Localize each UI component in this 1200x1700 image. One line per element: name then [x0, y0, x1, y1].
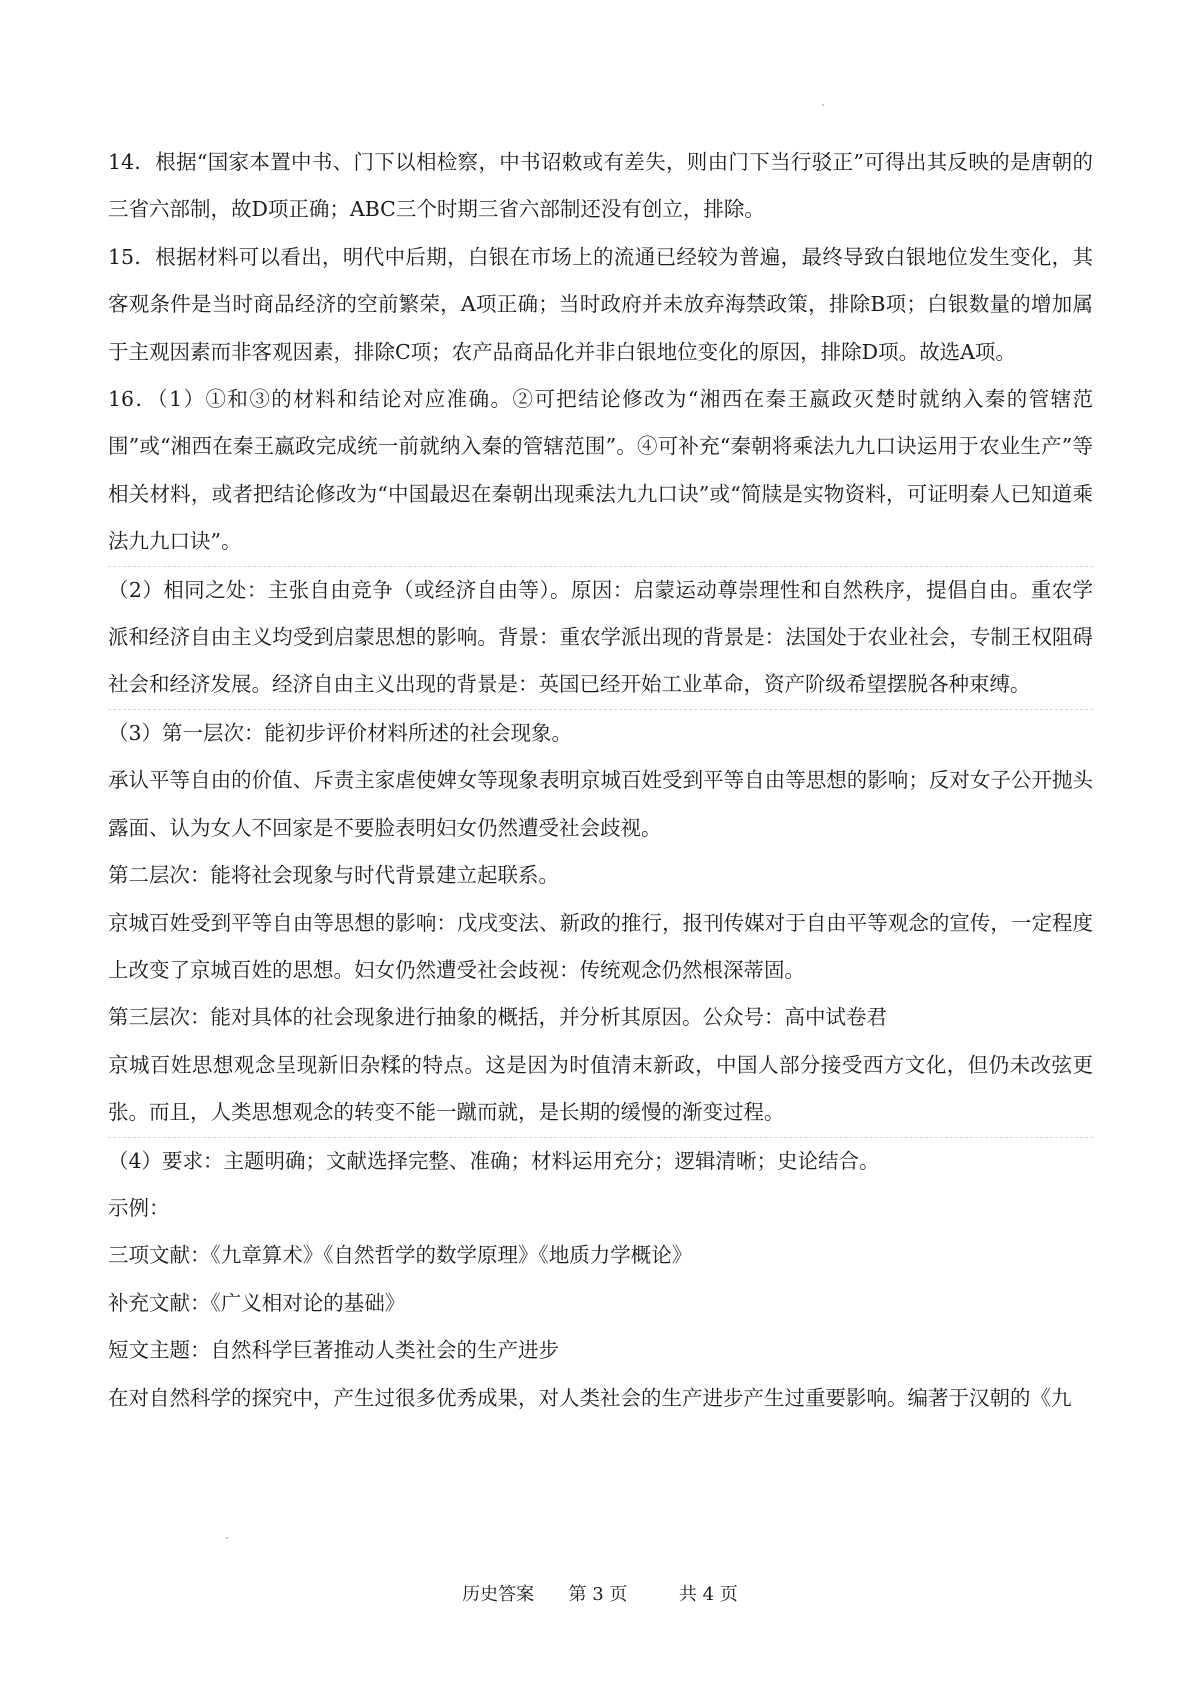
footer-subject: 历史答案: [462, 1584, 535, 1605]
scan-speck: [226, 1537, 228, 1539]
answer-16-part-2: （2）相同之处：主张自由竞争（或经济自由等）。原因：启蒙运动尊崇理性和自然秩序，提倡自由。重农学派和经济自由主义均受到启蒙思想的影响。背景：重农学派出现的背景是：法国处于农业社会，专制王权阻碍社会和经济发展。经济自由主义出现的背景是：英国已经开始工业革命，资产阶级希望摆脱各种束缚。: [108, 577, 1093, 697]
level-1-explanation: 承认平等自由的价值、斥责主家虐使婢女等现象表明京城百姓受到平等自由等思想的影响；反对女子公开抛头露面、认为女人不回家是不要脸表明妇女仍然遭受社会歧视。: [108, 768, 1093, 840]
scan-speck: [822, 104, 824, 106]
level-2-explanation: 京城百姓受到平等自由等思想的影响：戊戌变法、新政的推行，报刊传媒对于自由平等观念的宣传，一定程度上改变了京城百姓的思想。妇女仍然遭受社会歧视：传统观念仍然根深蒂固。: [108, 910, 1093, 982]
essay-body: 在对自然科学的探究中，产生过很多优秀成果，对人类社会的生产进步产生过重要影响。编著于汉朝的《九: [108, 1385, 1072, 1410]
example-heading: 示例：: [108, 1195, 170, 1220]
level-3-explanation: 京城百姓思想观念呈现新旧杂糅的特点。这是因为时值清末新政，中国人部分接受西方文化，但仍未改弦更张。而且，人类思想观念的转变不能一蹴而就，是长期的缓慢的渐变过程。: [108, 1052, 1093, 1125]
answer-14: 14．根据“国家本置中书、门下以相检察，中书诏敕或有差失，则由门下当行驳正”可得出其反映的是唐朝的三省六部制，故D项正确；ABC三个时期三省六部制还没有创立，排除。: [108, 150, 1093, 222]
footer-total-pages: 共 4 页: [678, 1584, 738, 1605]
answer-body: [108, 139, 1093, 1422]
answer-16-part-3-level-3: 第三层次：能对具体的社会现象进行抽象的概括，并分析其原因。公众号：高中试卷君: [108, 1005, 887, 1030]
answer-16-part-3-level-1: （3）第一层次：能初步评价材料所述的社会现象。: [108, 720, 573, 745]
supplementary-document: 补充文献：《广义相对论的基础》: [108, 1290, 406, 1315]
answer-16-part-1: 16．（1）①和③的材料和结论对应准确。②可把结论修改为“湘西在秦王嬴政灭楚时就纳入秦的管辖范围”或“湘西在秦王嬴政完成统一前就纳入秦的管辖范围”。④可补充“秦朝将乘法九九口诀运用于农业生产”等相关材料，或者把结论修改为“中国最迟在秦朝出现乘法九九口诀”或“简牍是实物资料，可证明秦人已知道乘法九九口诀”。: [108, 387, 1093, 554]
essay-topic: 短文主题：自然科学巨著推动人类社会的生产进步: [108, 1338, 559, 1363]
answer-16-part-4: （4）要求：主题明确；文献选择完整、准确；材料运用充分；逻辑清晰；史论结合。: [108, 1148, 880, 1173]
footer-page-number: 第 3 页: [568, 1584, 628, 1605]
answer-15: 15．根据材料可以看出，明代中后期，白银在市场上的流通已经较为普遍，最终导致白银地位发生变化，其客观条件是当时商品经济的空前繁荣，A项正确；当时政府并未放弃海禁政策，排除B项；白银数量的增加属于主观因素而非客观因素，排除C项；农产品商品化并非白银地位变化的原因，排除D项。故选A项。: [108, 244, 1093, 364]
page-footer: [0, 1580, 1200, 1610]
answer-16-part-3-level-2: 第二层次：能将社会现象与时代背景建立起联系。: [108, 863, 559, 888]
three-documents: 三项文献：《九章算术》《自然哲学的数学原理》《地质力学概论》: [108, 1243, 693, 1268]
